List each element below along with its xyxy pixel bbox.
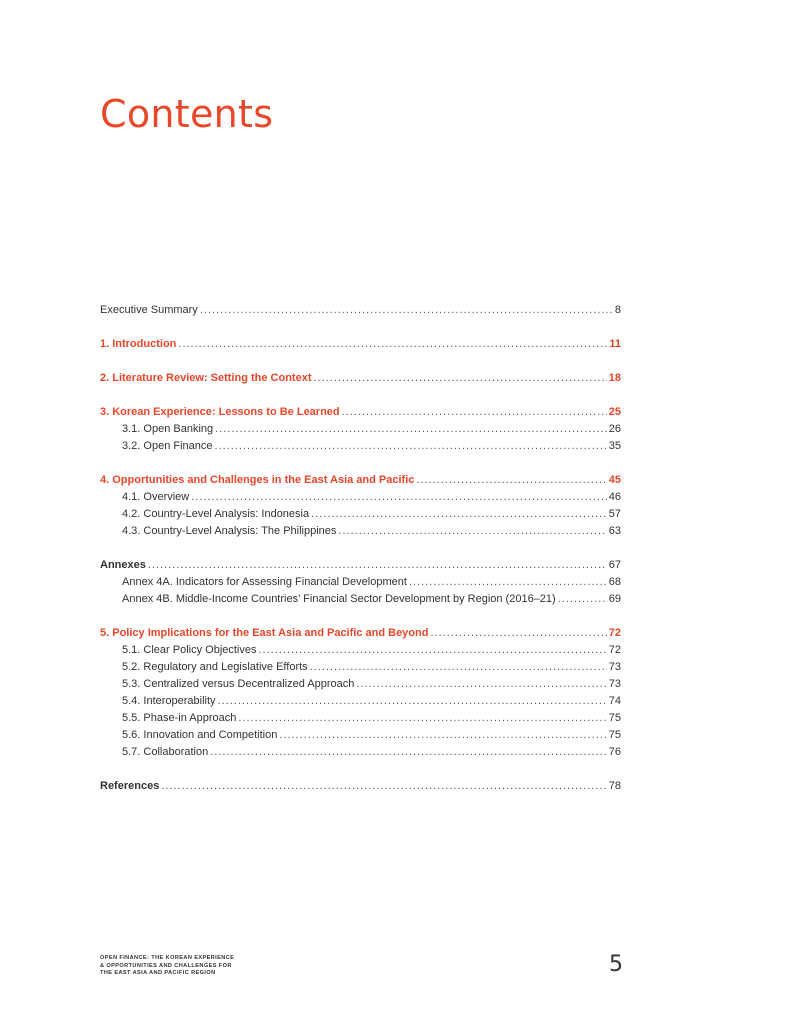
toc-entry[interactable] — [100, 659, 621, 676]
toc-entry[interactable] — [100, 574, 621, 591]
toc-spacer — [100, 608, 621, 625]
toc-entry-page: 75 — [608, 729, 621, 741]
toc-dot-leader — [409, 574, 607, 591]
toc-entry[interactable] — [100, 302, 621, 319]
toc-entry-page: 35 — [608, 440, 621, 452]
toc-entry-page: 78 — [608, 780, 621, 792]
toc-entry-label: 5.2. Regulatory and Legislative Efforts — [122, 661, 308, 673]
toc-dot-leader — [191, 489, 607, 506]
toc-entry-label: 5.3. Centralized versus Decentralized Approach — [122, 678, 355, 690]
toc-dot-leader — [338, 523, 606, 540]
toc-entry-page: 72 — [608, 627, 621, 639]
toc-entry[interactable] — [100, 591, 621, 608]
toc-entry[interactable] — [100, 523, 621, 540]
toc-entry-page: 26 — [608, 423, 621, 435]
toc-spacer — [100, 761, 621, 778]
toc-dot-leader — [313, 370, 606, 387]
toc-dot-leader — [148, 557, 607, 574]
toc-entry[interactable] — [100, 506, 621, 523]
toc-dot-leader — [218, 693, 607, 710]
toc-dot-leader — [215, 421, 607, 438]
toc-entry-page: 63 — [608, 525, 621, 537]
toc-entry[interactable] — [100, 370, 621, 387]
toc-entry-label: 4.1. Overview — [122, 491, 190, 503]
toc-entry-label: 1. Introduction — [100, 338, 177, 350]
toc-dot-leader — [161, 778, 606, 795]
toc-entry-page: 57 — [608, 508, 621, 520]
toc-spacer — [100, 319, 621, 336]
toc-entry-page: 75 — [608, 712, 621, 724]
toc-entry[interactable] — [100, 472, 621, 489]
toc-spacer — [100, 353, 621, 370]
toc-entry[interactable] — [100, 404, 621, 421]
toc-entry-page: 73 — [608, 661, 621, 673]
toc-entry-page: 8 — [614, 304, 621, 316]
toc-entry-label: 5. Policy Implications for the East Asia and Pacific and Beyond — [100, 627, 429, 639]
toc-entry-page: 68 — [608, 576, 621, 588]
toc-entry[interactable] — [100, 625, 621, 642]
toc-entry-page: 74 — [608, 695, 621, 707]
toc-entry-page: 46 — [608, 491, 621, 503]
toc-entry-label: 4. Opportunities and Challenges in the East Asia and Pacific — [100, 474, 415, 486]
toc-dot-leader — [178, 336, 607, 353]
toc-entry-label: 4.2. Country-Level Analysis: Indonesia — [122, 508, 310, 520]
toc-entry-page: 67 — [608, 559, 621, 571]
toc-entry-label: 3.2. Open Finance — [122, 440, 213, 452]
page-title: Contents — [100, 92, 274, 136]
toc-entry-page: 45 — [608, 474, 621, 486]
toc-entry-label: Executive Summary — [100, 304, 198, 316]
toc-entry-label: 5.5. Phase-in Approach — [122, 712, 237, 724]
toc-spacer — [100, 455, 621, 472]
footer-line: THE EAST ASIA AND PACIFIC REGION — [100, 970, 216, 976]
toc-entry[interactable] — [100, 727, 621, 744]
toc-entry-label: Annex 4A. Indicators for Assessing Financial Development — [122, 576, 407, 588]
toc-entry-label: 5.4. Interoperability — [122, 695, 216, 707]
toc-spacer — [100, 387, 621, 404]
toc-dot-leader — [342, 404, 607, 421]
toc-entry-label: 3.1. Open Banking — [122, 423, 214, 435]
toc-entry-page: 73 — [608, 678, 621, 690]
toc-entry[interactable] — [100, 693, 621, 710]
toc-entry[interactable] — [100, 489, 621, 506]
toc-entry-page: 69 — [608, 593, 621, 605]
toc-entry-page: 72 — [608, 644, 621, 656]
toc-entry[interactable] — [100, 676, 621, 693]
toc-dot-leader — [215, 438, 607, 455]
toc-entry[interactable] — [100, 778, 621, 795]
toc-dot-leader — [310, 659, 607, 676]
toc-entry-page: 18 — [608, 372, 621, 384]
toc-dot-leader — [279, 727, 606, 744]
footer-line: & OPPORTUNITIES AND CHALLENGES FOR — [100, 962, 232, 969]
toc-dot-leader — [558, 591, 607, 608]
toc-entry[interactable] — [100, 336, 621, 353]
toc-entry[interactable] — [100, 744, 621, 761]
toc-dot-leader — [200, 302, 613, 319]
toc-entry-label: 3. Korean Experience: Lessons to Be Learned — [100, 406, 340, 418]
footer-line: OPEN FINANCE: THE KOREAN EXPERIENCE — [100, 955, 235, 961]
toc-dot-leader — [210, 744, 607, 761]
toc-entry[interactable] — [100, 710, 621, 727]
toc-entry-page: 11 — [609, 338, 621, 350]
toc-entry-label: Annexes — [100, 559, 146, 571]
toc-entry[interactable] — [100, 438, 621, 455]
toc-dot-leader — [356, 676, 606, 693]
toc-entry[interactable] — [100, 557, 621, 574]
toc-entry-label: 2. Literature Review: Setting the Context — [100, 372, 312, 384]
toc-entry-label: 5.6. Innovation and Competition — [122, 729, 278, 741]
toc-entry-label: 5.1. Clear Policy Objectives — [122, 644, 257, 656]
toc-dot-leader — [416, 472, 606, 489]
toc-spacer — [100, 540, 621, 557]
toc-entry-page: 76 — [608, 746, 621, 758]
toc-entry-label: Annex 4B. Middle-Income Countries’ Financial Sector Development by Region (2016–21) — [122, 593, 556, 605]
toc-entry-label: References — [100, 780, 160, 792]
toc-entry-page: 25 — [608, 406, 621, 418]
toc-entry-label: 4.3. Country-Level Analysis: The Philippines — [122, 525, 337, 537]
toc-dot-leader — [238, 710, 606, 727]
toc-dot-leader — [311, 506, 607, 523]
table-of-contents — [100, 302, 621, 795]
toc-dot-leader — [430, 625, 606, 642]
page-number: 5 — [609, 952, 623, 977]
toc-entry[interactable] — [100, 642, 621, 659]
toc-entry[interactable] — [100, 421, 621, 438]
running-footer — [100, 955, 234, 978]
toc-dot-leader — [259, 642, 607, 659]
toc-entry-label: 5.7. Collaboration — [122, 746, 209, 758]
